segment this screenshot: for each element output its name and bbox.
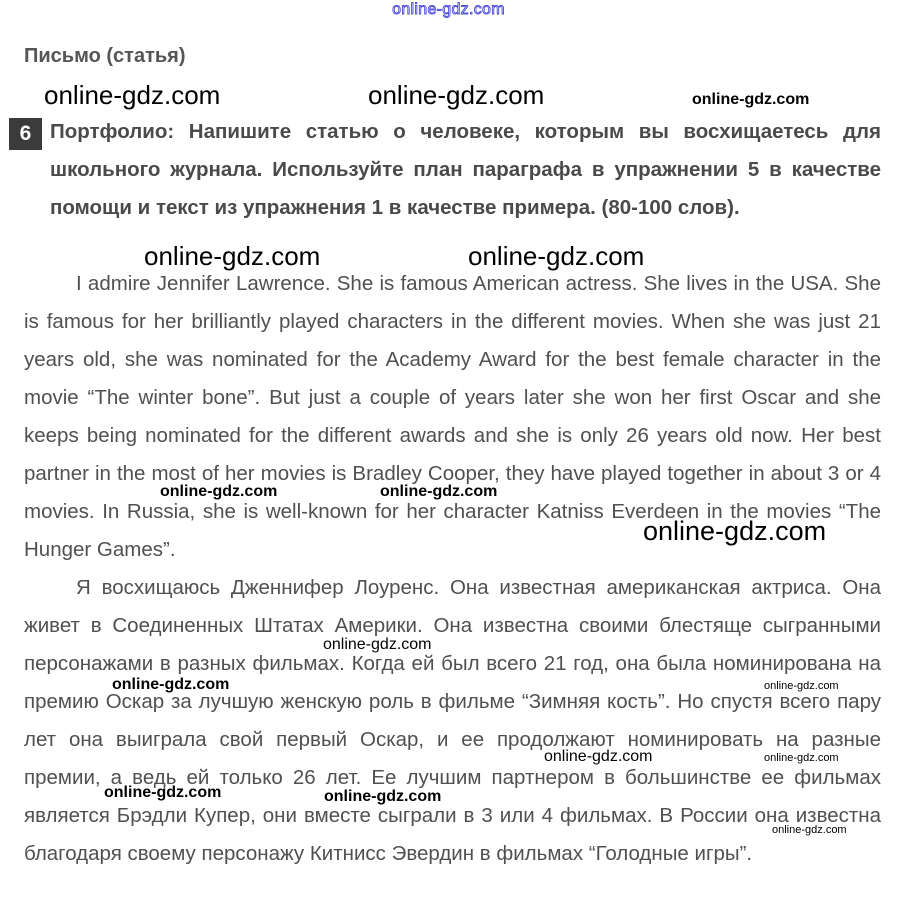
watermark: online-gdz.com <box>692 91 810 108</box>
watermark: online-gdz.com <box>44 80 221 110</box>
task-number-badge: 6 <box>9 118 42 150</box>
watermark: online-gdz.com <box>643 516 827 546</box>
watermark: online-gdz.com <box>772 824 847 836</box>
task-instructions: Портфолио: Напишите статью о человеке, которым вы восхищаетесь для школьного журнала. Используйте план параграфа в упражнении 5 в качестве помощи и текст из упражнения 1 в качестве примера. (80-100 слов). <box>50 120 881 219</box>
watermark: online-gdz.com <box>144 241 321 271</box>
watermark: online-gdz.com <box>324 788 442 805</box>
watermark: online-gdz.com <box>764 680 839 692</box>
article-russian: Я восхищаюсь Дженнифер Лоуренс. Она известная американская актриса. Она живет в Соединенных Штатах Америки. Она известна своими блестяще сыгранными персонажами в разных фильмах. Когда ей был всего 21 год, она была номинирована на премию Оскар за лучшую женскую роль в фильме “Зимняя кость”. Но спустя всего пару лет она выиграла свой первый Оскар, и ее продолжают номинировать на разные премии, а ведь ей только 26 лет. Ее лучшим партнером в большинстве ее фильмах является Брэдли Купер, они вместе сыграли в 3 или 4 фильмах. В России она известна благодаря своему персонажу Китнисс Эвердин в фильмах “Голодные игры”. <box>24 576 881 865</box>
watermark: online-gdz.com <box>468 241 645 271</box>
watermark: online-gdz.com <box>104 784 222 801</box>
article-english: I admire Jennifer Lawrence. She is famous American actress. She lives in the USA. She is famous for her brilliantly played characters in the different movies. When she was just 21 years old, she was nominated for the Academy Award for the best female character in the movie “The winter bone”. But just a couple of years later she won her first Oscar and she keeps being nominated for the different awards and she is only 26 years old now. Her best partner in the most of her movies is Bradley Cooper, they have played together in about 3 or 4 movies. In Russia, she is well-known for her character Katniss Everdeen in the movies “The Hunger Games”. <box>24 272 881 561</box>
watermark: online-gdz.com <box>112 676 230 693</box>
watermark: online-gdz.com <box>323 636 432 653</box>
watermark: online-gdz.com <box>380 483 498 500</box>
watermark: online-gdz.com <box>160 483 278 500</box>
watermark: online-gdz.com <box>368 80 545 110</box>
site-header-mark: online-gdz.com <box>392 1 505 18</box>
watermark: online-gdz.com <box>544 748 653 765</box>
section-title: Письмо (статья) <box>24 45 186 67</box>
watermark: online-gdz.com <box>764 752 839 764</box>
